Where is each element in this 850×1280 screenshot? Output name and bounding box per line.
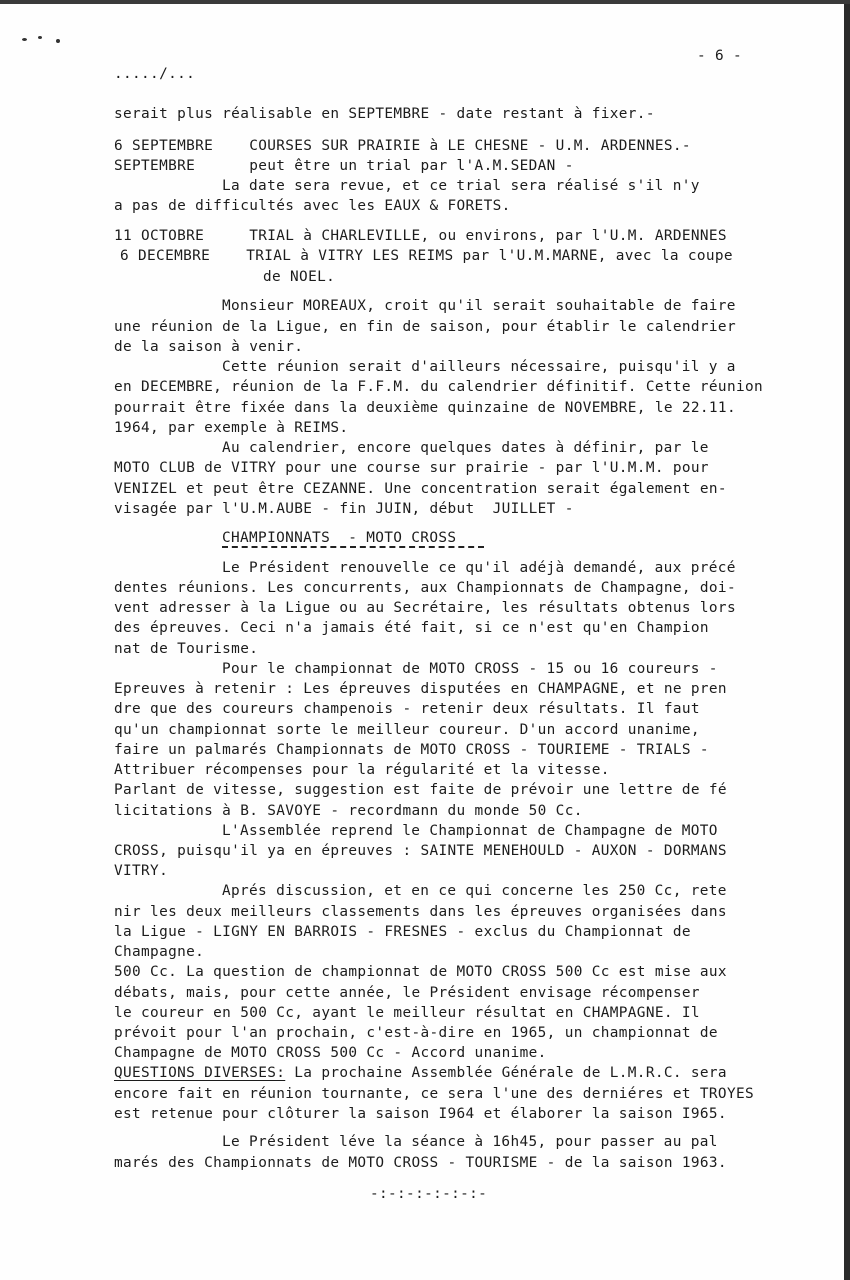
text-line: Le Président léve la séance à 16h45, pour passer au pal: [222, 1134, 718, 1150]
text-line: Champagne.: [114, 944, 205, 960]
text-line: marés des Championnats de MOTO CROSS - TOURISME - de la saison 1963.: [114, 1155, 727, 1171]
text-line: pourrait être fixée dans la deuxième quinzaine de NOVEMBRE, le 22.11.: [114, 400, 736, 416]
scan-speck: [38, 36, 42, 39]
text-line: L'Assemblée reprend le Championnat de Champagne de MOTO: [222, 823, 718, 839]
text-line: Cette réunion serait d'ailleurs nécessaire, puisqu'il y a: [222, 359, 736, 375]
text-line: Le Président renouvelle ce qu'il adéjà demandé, aux précé: [222, 560, 736, 576]
text-line: des épreuves. Ceci n'a jamais été fait, si ce n'est qu'en Champion: [114, 620, 709, 636]
text-line: la Ligue - LIGNY EN BARROIS - FRESNES - exclus du Championnat de: [114, 924, 691, 940]
scan-speck: [56, 39, 60, 43]
text-line: MOTO CLUB de VITRY pour une course sur prairie - par l'U.M.M. pour: [114, 460, 709, 476]
text-line: a pas de difficultés avec les EAUX & FORETS.: [114, 198, 511, 214]
text-line: 6 SEPTEMBRE COURSES SUR PRAIRIE à LE CHESNE - U.M. ARDENNES.-: [114, 138, 691, 154]
text-line: Au calendrier, encore quelques dates à définir, par le: [222, 440, 709, 456]
text-line: Aprés discussion, et en ce qui concerne les 250 Cc, rete: [222, 883, 727, 899]
text-line: VITRY.: [114, 863, 169, 879]
text-line: est retenue pour clôturer la saison I964 et élaborer la saison I965.: [114, 1106, 727, 1122]
text-line: encore fait en réunion tournante, ce sera l'une des derniéres et TROYES: [114, 1086, 754, 1102]
text-line: de NOEL.: [263, 269, 336, 285]
text-line: CROSS, puisqu'il ya en épreuves : SAINTE MENEHOULD - AUXON - DORMANS: [114, 843, 727, 859]
text-line: 11 OCTOBRE TRIAL à CHARLEVILLE, ou environs, par l'U.M. ARDENNES: [114, 228, 727, 244]
page-number: - 6 -: [697, 48, 743, 64]
text-line: nat de Tourisme.: [114, 641, 259, 657]
text-line: La prochaine Assemblée Générale de L.M.R.C. sera: [285, 1065, 727, 1081]
text-line: Monsieur MOREAUX, croit qu'il serait souhaitable de faire: [222, 298, 736, 314]
text-line: de la saison à venir.: [114, 339, 304, 355]
continuation-mark: ...../...: [114, 66, 196, 82]
text-line: SEPTEMBRE peut être un trial par l'A.M.SEDAN -: [114, 158, 574, 174]
questions-diverses-line: [114, 1066, 727, 1080]
text-line: serait plus réalisable en SEPTEMBRE - date restant à fixer.-: [114, 106, 655, 122]
text-line: 6 DECEMBRE TRIAL à VITRY LES REIMS par l'U.M.MARNE, avec la coupe: [120, 248, 733, 264]
text-line: vent adresser à la Ligue ou au Secrétaire, les résultats obtenus lors: [114, 600, 736, 616]
text-line: qu'un championnat sorte le meilleur coureur. D'un accord unanime,: [114, 722, 700, 738]
text-line: Parlant de vitesse, suggestion est faite de prévoir une lettre de fé: [114, 782, 727, 798]
text-line: débats, mais, pour cette année, le Président envisage récompenser: [114, 985, 700, 1001]
scan-speck: [22, 38, 27, 41]
text-line: La date sera revue, et ce trial sera réalisé s'il n'y: [222, 178, 700, 194]
text-line: Attribuer récompenses pour la régularité et la vitesse.: [114, 762, 610, 778]
text-line: faire un palmarés Championnats de MOTO CROSS - TOURIEME - TRIALS -: [114, 742, 709, 758]
text-line: nir les deux meilleurs classements dans les épreuves organisées dans: [114, 904, 727, 920]
section-heading: CHAMPIONNATS - MOTO CROSS: [222, 530, 457, 546]
text-line: prévoit pour l'an prochain, c'est-à-dire en 1965, un championnat de: [114, 1025, 718, 1041]
text-line: en DECEMBRE, réunion de la F.F.M. du calendrier définitif. Cette réunion: [114, 379, 763, 395]
text-line: visagée par l'U.M.AUBE - fin JUIN, début JUILLET -: [114, 501, 574, 517]
text-line: 500 Cc. La question de championnat de MOTO CROSS 500 Cc est mise aux: [114, 964, 727, 980]
closing-ornament: -:-:-:-:-:-:-: [370, 1186, 488, 1202]
heading-underline: [222, 546, 484, 548]
text-line: 1964, par exemple à REIMS.: [114, 420, 349, 436]
text-line: dre que des coureurs champenois - retenir deux résultats. Il faut: [114, 701, 700, 717]
text-line: licitations à B. SAVOYE - recordmann du monde 50 Cc.: [114, 803, 583, 819]
text-line: Epreuves à retenir : Les épreuves disputées en CHAMPAGNE, et ne pren: [114, 681, 727, 697]
section-heading: QUESTIONS DIVERSES:: [114, 1065, 286, 1081]
text-line: VENIZEL et peut être CEZANNE. Une concentration serait également en-: [114, 481, 727, 497]
text-line: dentes réunions. Les concurrents, aux Championnats de Champagne, doi-: [114, 580, 736, 596]
text-line: Champagne de MOTO CROSS 500 Cc - Accord unanime.: [114, 1045, 547, 1061]
text-line: le coureur en 500 Cc, ayant le meilleur résultat en CHAMPAGNE. Il: [114, 1005, 700, 1021]
text-line: Pour le championnat de MOTO CROSS - 15 ou 16 coureurs -: [222, 661, 718, 677]
text-line: une réunion de la Ligue, en fin de saison, pour établir le calendrier: [114, 319, 736, 335]
